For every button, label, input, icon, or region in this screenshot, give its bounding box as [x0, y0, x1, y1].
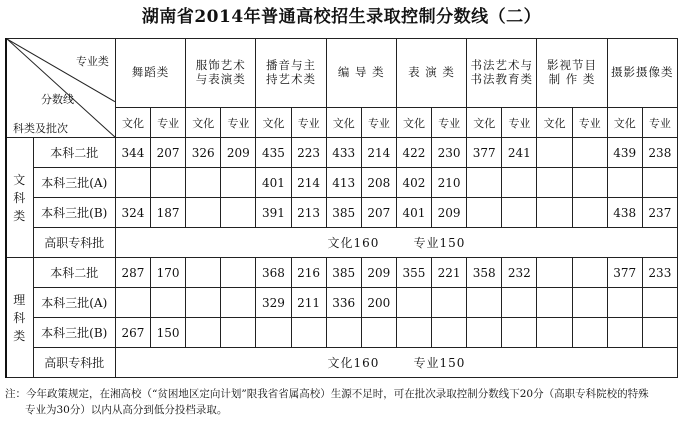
score-cell: [642, 168, 677, 198]
score-cell: [642, 288, 677, 318]
score-cell: [537, 198, 572, 228]
score-cell: 223: [291, 138, 326, 168]
score-cell: 233: [642, 258, 677, 288]
score-cell: 287: [115, 258, 150, 288]
major-header: 专业: [221, 108, 256, 138]
major-header: 专业: [291, 108, 326, 138]
footnote-line-2: 专业为30分）以内从高分到低分投档录取。: [25, 404, 228, 416]
score-cell: [115, 168, 150, 198]
batch-label: 本科二批: [33, 258, 115, 288]
page-title: 湖南省2014年普通高校招生录取控制分数线（二）: [141, 7, 542, 27]
score-cell: [502, 198, 537, 228]
batch-label: 本科三批(B): [33, 318, 115, 348]
score-cell: [572, 138, 607, 168]
footnote-line-1: 注：今年政策规定，在湘高校（“贫困地区定向计划”限我省省属高校）生源不足时，可在批次录取控制分数线下20分（高职专科院校的特殊: [5, 388, 649, 400]
score-cell: 385: [326, 198, 361, 228]
batch-label: 本科三批(A): [33, 288, 115, 318]
score-cell: [396, 288, 431, 318]
category-header: [115, 39, 185, 108]
category-label-line-1: 服饰艺术: [195, 58, 246, 73]
score-cell: 435: [256, 138, 291, 168]
score-cell: [467, 318, 502, 348]
score-cell: 216: [291, 258, 326, 288]
score-cell: 150: [151, 318, 186, 348]
score-cell: 221: [432, 258, 467, 288]
culture-header: 文化: [256, 108, 291, 138]
category-label-line-1: 表 演 类: [408, 65, 455, 80]
score-cell: 170: [151, 258, 186, 288]
score-cell: 230: [432, 138, 467, 168]
score-cell: 439: [607, 138, 642, 168]
score-cell: 326: [186, 138, 221, 168]
score-cell: [221, 258, 256, 288]
vocational-major: 专业150: [413, 236, 466, 250]
score-cell: [502, 288, 537, 318]
score-cell: [326, 318, 361, 348]
score-cell: 232: [502, 258, 537, 288]
category-header: [326, 39, 396, 108]
category-header: [256, 39, 326, 108]
score-cell: 402: [396, 168, 431, 198]
category-label-line-1: 舞蹈类: [131, 65, 170, 80]
score-cell: [186, 168, 221, 198]
score-cell: 214: [361, 138, 396, 168]
corner-label-section: 科类及批次: [13, 122, 68, 135]
score-cell: [186, 258, 221, 288]
vocational-row: [6, 228, 678, 258]
score-cell: 210: [432, 168, 467, 198]
score-cell: 200: [361, 288, 396, 318]
vocational-row: [6, 348, 678, 378]
score-cell: 433: [326, 138, 361, 168]
score-cell: [361, 318, 396, 348]
score-cell: 377: [607, 258, 642, 288]
score-cell: 329: [256, 288, 291, 318]
vocational-culture: 文化160: [327, 236, 380, 250]
section-label: 文 科 类: [6, 138, 33, 258]
score-cell: [572, 288, 607, 318]
score-cell: 213: [291, 198, 326, 228]
score-cell: [537, 318, 572, 348]
score-table: [5, 38, 678, 378]
category-label-line-1: 书法艺术与: [470, 58, 534, 73]
score-cell: 368: [256, 258, 291, 288]
score-cell: [467, 168, 502, 198]
corner-label-major: 专业类: [75, 55, 109, 68]
major-header: 专业: [432, 108, 467, 138]
major-header: 专业: [642, 108, 677, 138]
score-cell: [607, 318, 642, 348]
category-label-line-2: 持艺术类: [266, 72, 317, 86]
score-cell: 187: [151, 198, 186, 228]
vocational-scores: [115, 228, 677, 258]
corner-label-score: 分数线: [41, 93, 74, 106]
score-cell: [467, 288, 502, 318]
score-cell: 241: [502, 138, 537, 168]
table-row: [6, 258, 678, 288]
score-cell: 385: [326, 258, 361, 288]
score-cell: [537, 138, 572, 168]
score-cell: 401: [396, 198, 431, 228]
score-cell: [537, 288, 572, 318]
score-cell: [537, 258, 572, 288]
category-header: [537, 39, 607, 108]
category-header: [396, 39, 466, 108]
major-header: 专业: [502, 108, 537, 138]
culture-header: 文化: [537, 108, 572, 138]
score-cell: 438: [607, 198, 642, 228]
score-cell: 267: [115, 318, 150, 348]
batch-label: 本科三批(B): [33, 198, 115, 228]
table-row: [6, 138, 678, 168]
score-cell: [186, 198, 221, 228]
category-header: [607, 39, 677, 108]
score-cell: [467, 198, 502, 228]
score-cell: [502, 318, 537, 348]
score-cell: 208: [361, 168, 396, 198]
score-cell: [432, 318, 467, 348]
major-header: 专业: [361, 108, 396, 138]
category-header: [467, 39, 537, 108]
vocational-major: 专业150: [413, 356, 466, 370]
score-cell: [396, 318, 431, 348]
score-cell: [291, 318, 326, 348]
score-cell: [642, 318, 677, 348]
score-cell: [221, 318, 256, 348]
score-cell: 358: [467, 258, 502, 288]
culture-header: 文化: [607, 108, 642, 138]
category-label-line-1: 编 导 类: [337, 65, 385, 80]
culture-header: 文化: [186, 108, 221, 138]
score-cell: [151, 168, 186, 198]
score-cell: [221, 168, 256, 198]
score-cell: 237: [642, 198, 677, 228]
score-cell: [572, 198, 607, 228]
score-cell: [607, 168, 642, 198]
score-cell: 214: [291, 168, 326, 198]
category-header: [186, 39, 256, 108]
category-label-line-1: 摄影摄像类: [611, 65, 674, 80]
culture-header: 文化: [467, 108, 502, 138]
header-row: [6, 39, 678, 108]
score-cell: [537, 168, 572, 198]
score-cell: [221, 288, 256, 318]
score-cell: 207: [361, 198, 396, 228]
score-cell: [502, 168, 537, 198]
score-cell: 336: [326, 288, 361, 318]
table-row: [6, 198, 678, 228]
table-row: [6, 288, 678, 318]
batch-label: 高职专科批: [33, 228, 115, 258]
score-cell: [221, 198, 256, 228]
category-label-line-1: 影视节目: [547, 58, 598, 73]
score-cell: 413: [326, 168, 361, 198]
score-cell: [256, 318, 291, 348]
score-cell: [572, 168, 607, 198]
score-cell: 377: [467, 138, 502, 168]
score-cell: 209: [361, 258, 396, 288]
score-cell: 207: [151, 138, 186, 168]
culture-header: 文化: [115, 108, 150, 138]
culture-header: 文化: [396, 108, 431, 138]
category-label-line-2: 书法教育类: [470, 72, 534, 86]
batch-label: 本科二批: [33, 138, 115, 168]
corner-header: [6, 39, 115, 138]
score-cell: 422: [396, 138, 431, 168]
table-row: [6, 318, 678, 348]
score-cell: 324: [115, 198, 150, 228]
score-cell: [572, 318, 607, 348]
category-label-line-1: 播音与主: [266, 58, 317, 73]
score-cell: 209: [432, 198, 467, 228]
vocational-culture: 文化160: [327, 356, 380, 370]
footnote: [5, 386, 678, 418]
score-cell: [607, 288, 642, 318]
score-cell: [432, 288, 467, 318]
score-cell: 344: [115, 138, 150, 168]
vocational-scores: [115, 348, 677, 378]
score-cell: 211: [291, 288, 326, 318]
culture-header: 文化: [326, 108, 361, 138]
score-cell: [151, 288, 186, 318]
batch-label: 高职专科批: [33, 348, 115, 378]
major-header: 专业: [572, 108, 607, 138]
score-cell: [115, 288, 150, 318]
section-label: 理 科 类: [6, 258, 33, 378]
table-row: [6, 168, 678, 198]
score-cell: 355: [396, 258, 431, 288]
score-cell: [186, 288, 221, 318]
score-cell: 391: [256, 198, 291, 228]
score-cell: [186, 318, 221, 348]
score-cell: 209: [221, 138, 256, 168]
score-cell: 238: [642, 138, 677, 168]
category-label-line-2: 制 作 类: [548, 72, 596, 86]
batch-label: 本科三批(A): [33, 168, 115, 198]
major-header: 专业: [151, 108, 186, 138]
score-cell: [572, 258, 607, 288]
category-label-line-2: 与表演类: [195, 72, 246, 86]
score-cell: 401: [256, 168, 291, 198]
